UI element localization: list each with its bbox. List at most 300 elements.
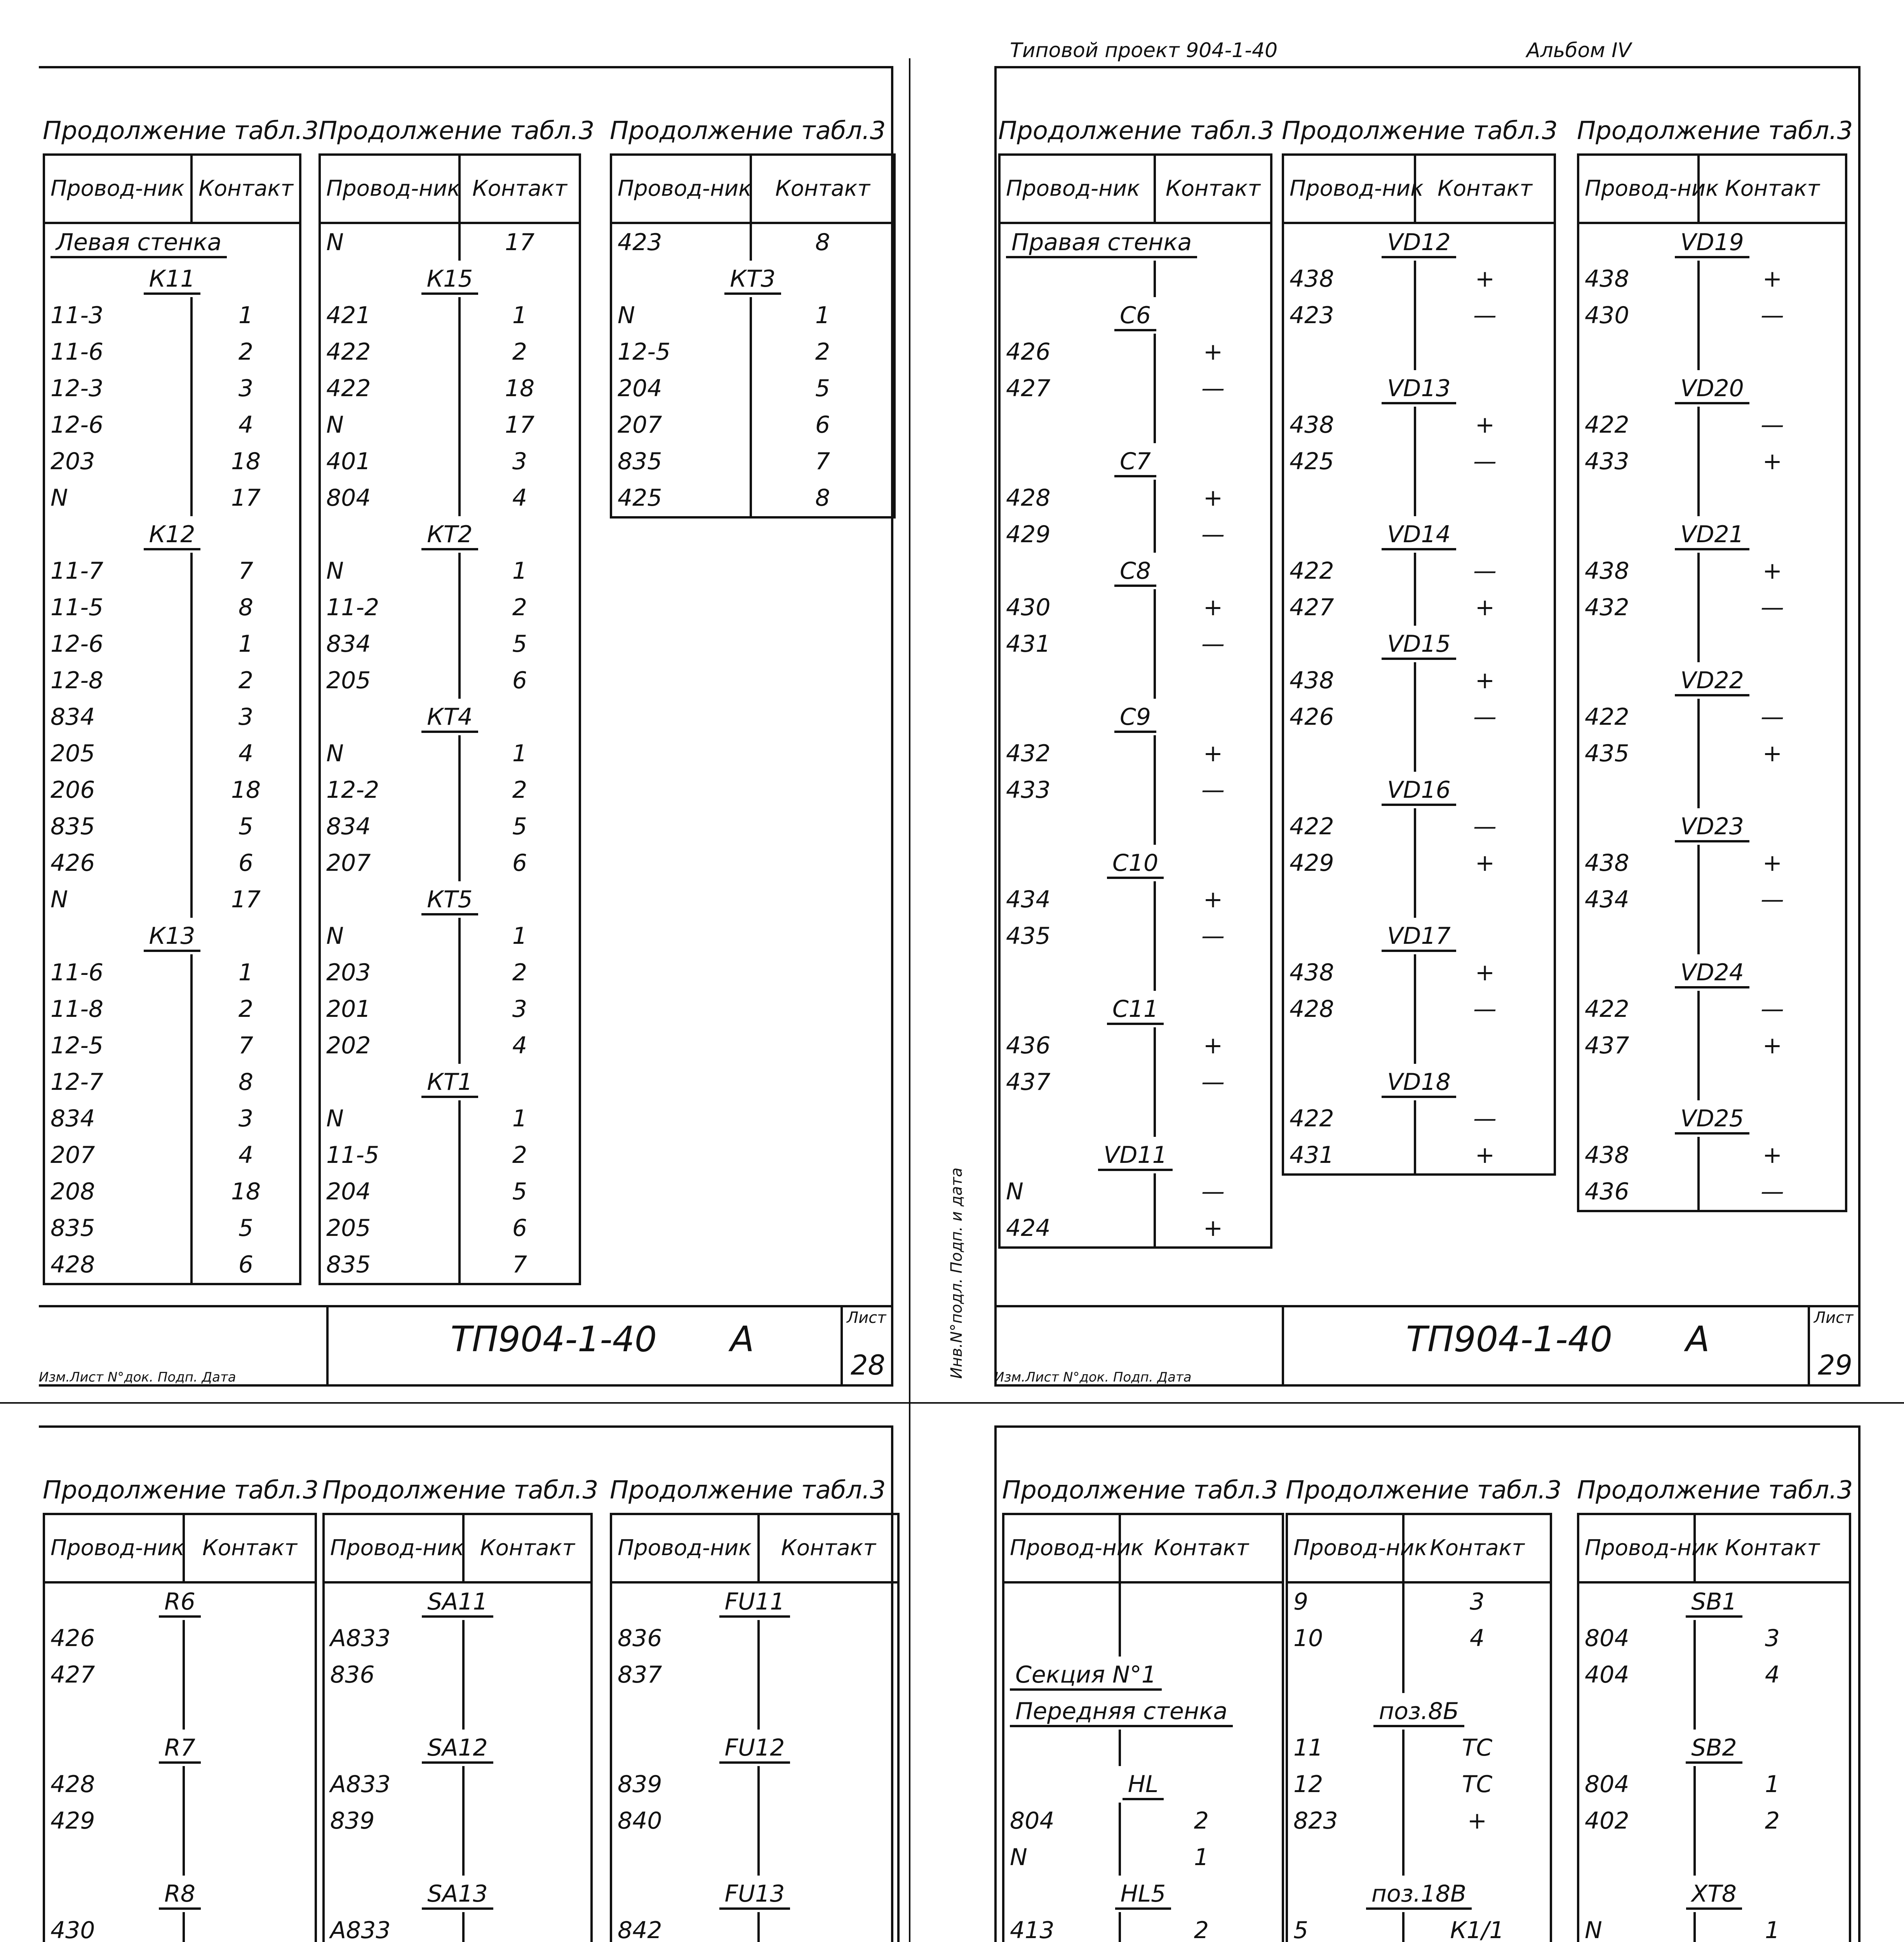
wire-cell: 432: [999, 735, 1155, 772]
table-row: [320, 480, 580, 516]
wire-cell: 12: [1287, 1766, 1403, 1803]
table-row: [1578, 1657, 1850, 1693]
section-name: С10: [1107, 849, 1164, 879]
wire-cell: 429: [44, 1803, 184, 1839]
contact-cell: [1120, 1730, 1283, 1766]
side-stamp-text: Инв.N°подл. Подп. и дата: [948, 1167, 966, 1379]
table-row: [999, 1027, 1271, 1064]
table-row: [1578, 1693, 1850, 1730]
contact-cell: +: [1699, 1027, 1846, 1064]
contact-cell: [1415, 334, 1555, 370]
table-header-row: [611, 155, 895, 223]
section-name: К12: [144, 521, 201, 550]
wire-cell: 12-5: [611, 334, 751, 370]
wire-cell: [1578, 626, 1699, 662]
wire-cell: 205: [44, 735, 191, 772]
section-title: [1287, 1693, 1551, 1730]
section-row: [999, 845, 1271, 881]
section-title: [1283, 223, 1555, 261]
wire-cell: 431: [999, 626, 1155, 662]
wire-cell: [1578, 918, 1699, 954]
wire-cell: 434: [999, 881, 1155, 918]
wire-cell: [1287, 1839, 1403, 1876]
header-wire: Провод-ник: [324, 1514, 463, 1582]
wire-cell: [1578, 772, 1699, 808]
wire-cell: 422: [1283, 1100, 1415, 1137]
revision-columns: Изм.Лист N°док. Подп. Дата: [39, 1369, 236, 1385]
section-title: [999, 991, 1271, 1027]
table-row: [999, 808, 1271, 845]
section-row: [1003, 1766, 1283, 1803]
contact-cell: ТС: [1403, 1730, 1551, 1766]
table-row: [1578, 443, 1846, 480]
wire-cell: N: [320, 1100, 459, 1137]
section-row: [999, 297, 1271, 334]
contact-cell: —: [1699, 699, 1846, 735]
contact-cell: [1155, 1100, 1271, 1137]
section-name: С9: [1114, 703, 1156, 733]
table-row: [1283, 480, 1555, 516]
contact-cell: [759, 1766, 898, 1803]
table-row: [611, 334, 895, 370]
section-title: [1578, 370, 1846, 407]
table-header-row: [1287, 1514, 1551, 1582]
section-row: [1283, 1064, 1555, 1100]
table-row: [1578, 991, 1846, 1027]
wire-cell: 430: [999, 589, 1155, 626]
table-row: [1283, 954, 1555, 991]
contact-cell: +: [1155, 735, 1271, 772]
wire-cell: 12-5: [44, 1027, 191, 1064]
wire-cell: 834: [44, 1100, 191, 1137]
wire-cell: [1578, 334, 1699, 370]
contact-cell: ТС: [1403, 1766, 1551, 1803]
table-row: [999, 370, 1271, 407]
project-header: [1010, 39, 1277, 62]
wiring-table: [1577, 1513, 1851, 1942]
table-row: [1283, 662, 1555, 699]
contact-cell: —: [1155, 918, 1271, 954]
contact-cell: +: [1699, 845, 1846, 881]
table-row: [611, 370, 895, 407]
header-wire: Провод-ник: [44, 1514, 184, 1582]
contact-cell: [1415, 1027, 1555, 1064]
wire-cell: 839: [324, 1803, 463, 1839]
table-row: [44, 589, 300, 626]
table-row: [320, 1246, 580, 1284]
contact-cell: 8: [191, 589, 300, 626]
table-header-row: [1003, 1514, 1283, 1582]
table-row: [1578, 918, 1846, 954]
wire-cell: N: [320, 407, 459, 443]
wire-cell: 436: [999, 1027, 1155, 1064]
title-block: [39, 1305, 893, 1385]
contact-cell: 4: [459, 480, 580, 516]
wire-cell: 835: [44, 1210, 191, 1246]
contact-cell: [463, 1803, 592, 1839]
contact-cell: 6: [459, 1210, 580, 1246]
table-row: [999, 1173, 1271, 1210]
wire-cell: [611, 1839, 759, 1876]
section-row: [999, 553, 1271, 589]
contact-cell: 2: [191, 334, 300, 370]
table-row: [320, 370, 580, 407]
wire-cell: 435: [999, 918, 1155, 954]
table-row: [1003, 1620, 1283, 1657]
wire-cell: [1283, 1027, 1415, 1064]
section-row: [1578, 370, 1846, 407]
section-row: [1578, 1730, 1850, 1766]
table-row: [1578, 1912, 1850, 1942]
wire-cell: 11-2: [320, 589, 459, 626]
table-row: [999, 261, 1271, 297]
wire-cell: 11: [1287, 1730, 1403, 1766]
wire-cell: 804: [1003, 1803, 1120, 1839]
table-row: [1003, 1730, 1283, 1766]
table-row: [324, 1693, 592, 1730]
section-row: [1578, 1100, 1846, 1137]
wire-cell: 11-6: [44, 334, 191, 370]
section-row: [611, 1876, 898, 1912]
table-row: [1578, 261, 1846, 297]
table-row: [320, 1210, 580, 1246]
section-name: VD21: [1675, 521, 1749, 550]
table-row: [1287, 1912, 1551, 1942]
contact-cell: [1699, 918, 1846, 954]
section-title: [999, 297, 1271, 334]
table-row: [1283, 1027, 1555, 1064]
table-row: [1578, 589, 1846, 626]
contact-cell: 2: [1120, 1912, 1283, 1942]
table-row: [999, 662, 1271, 699]
wire-cell: 424: [999, 1210, 1155, 1248]
wire-cell: N: [320, 223, 459, 261]
section-title: [1283, 626, 1555, 662]
section-title: [44, 1876, 316, 1912]
table-row: [320, 991, 580, 1027]
header-contact: Контакт: [184, 1514, 316, 1582]
table-row: [999, 954, 1271, 991]
section-title: [1283, 370, 1555, 407]
section-title: [611, 261, 895, 297]
wire-cell: 205: [320, 1210, 459, 1246]
contact-cell: [184, 1620, 316, 1657]
table-row: [320, 589, 580, 626]
wire-cell: 207: [611, 407, 751, 443]
section-name: VD25: [1675, 1105, 1749, 1135]
section-name: КТ2: [421, 521, 478, 550]
contact-cell: [184, 1839, 316, 1876]
table-row: [1578, 407, 1846, 443]
wire-cell: [1003, 1620, 1120, 1657]
section-name: VD11: [1098, 1142, 1173, 1171]
contact-cell: 3: [191, 699, 300, 735]
contact-cell: 7: [459, 1246, 580, 1284]
section-title: [1287, 1876, 1551, 1912]
contact-cell: —: [1415, 991, 1555, 1027]
wire-cell: 837: [611, 1657, 759, 1693]
header-wire: Провод-ник: [1578, 155, 1699, 223]
wire-cell: [999, 407, 1155, 443]
table-continuation-title: Продолжение табл.3: [43, 117, 319, 145]
wire-cell: 404: [1578, 1657, 1695, 1693]
table-row: [611, 297, 895, 334]
table-row: [611, 443, 895, 480]
section-row: [1283, 772, 1555, 808]
section-name: Правая стенка: [1006, 229, 1197, 258]
contact-cell: 2: [1120, 1803, 1283, 1839]
contact-cell: +: [1699, 735, 1846, 772]
section-title: [1283, 516, 1555, 553]
section-row: [44, 1876, 316, 1912]
table-row: [1287, 1803, 1551, 1839]
contact-cell: +: [1155, 334, 1271, 370]
wire-cell: 436: [1578, 1173, 1699, 1211]
contact-cell: 6: [459, 662, 580, 699]
header-wire: Провод-ник: [611, 155, 751, 223]
section-row: [324, 1730, 592, 1766]
table-row: [1578, 553, 1846, 589]
section-name: VD23: [1675, 813, 1749, 842]
section-name: FU12: [719, 1734, 790, 1764]
contact-cell: +: [1155, 1210, 1271, 1248]
section-row: [44, 1730, 316, 1766]
table-row: [320, 1027, 580, 1064]
table-row: [320, 1137, 580, 1173]
wire-cell: N: [611, 297, 751, 334]
section-row: [1578, 1582, 1850, 1620]
section-name: VD13: [1382, 375, 1456, 404]
section-title: [611, 1876, 898, 1912]
wire-cell: 840: [611, 1803, 759, 1839]
wire-cell: N: [320, 918, 459, 954]
contact-cell: 3: [191, 370, 300, 407]
wire-cell: 204: [611, 370, 751, 407]
section-title: [1578, 516, 1846, 553]
section-name: К15: [421, 265, 479, 295]
contact-cell: [759, 1657, 898, 1693]
section-name: С6: [1114, 302, 1156, 331]
header-contact: Контакт: [1403, 1514, 1551, 1582]
section-title: [44, 261, 300, 297]
contact-cell: [1695, 1693, 1850, 1730]
wire-cell: N: [1003, 1839, 1120, 1876]
contact-cell: [1699, 772, 1846, 808]
section-title: [44, 918, 300, 954]
table-row: [320, 407, 580, 443]
table-row: [611, 1912, 898, 1942]
section-name: FU11: [719, 1588, 790, 1618]
wire-cell: [999, 261, 1155, 297]
section-name: Секция N°1: [1010, 1661, 1162, 1691]
sheet-number: 29: [1818, 1349, 1853, 1381]
header-contact: Контакт: [463, 1514, 592, 1582]
section-row: [1283, 918, 1555, 954]
contact-cell: —: [1699, 881, 1846, 918]
wire-cell: [324, 1839, 463, 1876]
contact-cell: —: [1699, 1173, 1846, 1211]
table-row: [1578, 626, 1846, 662]
contact-cell: 6: [751, 407, 895, 443]
table-row: [44, 954, 300, 991]
wire-cell: 437: [999, 1064, 1155, 1100]
wire-cell: 839: [611, 1766, 759, 1803]
wire-cell: N: [320, 735, 459, 772]
wire-cell: [1283, 334, 1415, 370]
table-row: [1578, 1064, 1846, 1100]
table-row: [324, 1912, 592, 1942]
wire-cell: 438: [1578, 553, 1699, 589]
album-title: Альбом IV: [1526, 39, 1632, 62]
section-name: R6: [159, 1588, 201, 1618]
table-row: [44, 1210, 300, 1246]
section-row: [320, 881, 580, 918]
section-row: [999, 443, 1271, 480]
table-row: [320, 334, 580, 370]
wire-cell: 422: [320, 370, 459, 407]
wire-cell: 428: [44, 1246, 191, 1284]
wire-cell: 425: [1283, 443, 1415, 480]
table-row: [44, 626, 300, 662]
wiring-table: [998, 153, 1272, 1249]
section-row: [44, 261, 300, 297]
contact-cell: 8: [191, 1064, 300, 1100]
section-row: [320, 516, 580, 553]
section-title: [320, 516, 580, 553]
wire-cell: 804: [1578, 1766, 1695, 1803]
table-row: [1578, 1839, 1850, 1876]
header-wire: Провод-ник: [1003, 1514, 1120, 1582]
section-title: [44, 223, 300, 261]
contact-cell: [184, 1657, 316, 1693]
table-continuation-title: Продолжение табл.3: [1577, 117, 1853, 145]
table-row: [999, 772, 1271, 808]
table-row: [324, 1620, 592, 1657]
contact-cell: [1120, 1620, 1283, 1657]
contact-cell: —: [1699, 991, 1846, 1027]
section-title: [1578, 1582, 1850, 1620]
table-row: [44, 699, 300, 735]
wire-cell: 11-5: [320, 1137, 459, 1173]
contact-cell: 4: [191, 735, 300, 772]
table-row: [320, 297, 580, 334]
contact-cell: 6: [191, 1246, 300, 1284]
wire-cell: 11-6: [44, 954, 191, 991]
section-row: [1003, 1876, 1283, 1912]
wire-cell: N: [44, 480, 191, 516]
section-row: [44, 918, 300, 954]
wire-cell: [1578, 480, 1699, 516]
wire-cell: 203: [44, 443, 191, 480]
contact-cell: 4: [1403, 1620, 1551, 1657]
contact-cell: [463, 1620, 592, 1657]
contact-cell: [1120, 1582, 1283, 1620]
wiring-table: [43, 1513, 317, 1942]
contact-cell: 1: [191, 297, 300, 334]
wire-cell: 207: [44, 1137, 191, 1173]
table-continuation-title: Продолжение табл.3: [1286, 1476, 1562, 1505]
table-row: [320, 735, 580, 772]
section-name: VD24: [1675, 959, 1749, 988]
wire-cell: 842: [611, 1912, 759, 1942]
wire-cell: 435: [1578, 735, 1699, 772]
section-name: КТ4: [421, 703, 478, 733]
contact-cell: К1/1: [1403, 1912, 1551, 1942]
table-header-row: [1283, 155, 1555, 223]
table-row: [44, 1657, 316, 1693]
table-row: [44, 1803, 316, 1839]
section-name: VD20: [1675, 375, 1749, 404]
section-row: [999, 699, 1271, 735]
contact-cell: 1: [1120, 1839, 1283, 1876]
contact-cell: —: [1415, 1100, 1555, 1137]
section-name: HL5: [1115, 1880, 1171, 1910]
wire-cell: 834: [44, 699, 191, 735]
table-row: [44, 1246, 300, 1284]
contact-cell: —: [1415, 297, 1555, 334]
wire-cell: 401: [320, 443, 459, 480]
section-title: [320, 1064, 580, 1100]
wire-cell: 427: [1283, 589, 1415, 626]
table-continuation-title: Продолжение табл.3: [318, 117, 595, 145]
table-row: [44, 991, 300, 1027]
sheet-29-side-stamp: [948, 1168, 966, 1379]
section-row: [1003, 1657, 1283, 1693]
wire-cell: [1283, 480, 1415, 516]
table-row: [1578, 845, 1846, 881]
wire-cell: 425: [611, 480, 751, 517]
contact-cell: 3: [191, 1100, 300, 1137]
contact-cell: +: [1155, 1027, 1271, 1064]
section-title: [1578, 1100, 1846, 1137]
contact-cell: +: [1699, 1137, 1846, 1173]
wire-cell: 421: [320, 297, 459, 334]
section-title: [1578, 954, 1846, 991]
contact-cell: [1699, 1064, 1846, 1100]
contact-cell: [1155, 261, 1271, 297]
section-name: КТ3: [724, 265, 781, 295]
wiring-table: [322, 1513, 593, 1942]
section-row: [1283, 516, 1555, 553]
section-row: [999, 991, 1271, 1027]
table-row: [44, 1693, 316, 1730]
section-name: VD15: [1382, 630, 1456, 660]
table-row: [611, 407, 895, 443]
table-row: [1003, 1839, 1283, 1876]
wire-cell: 422: [1578, 407, 1699, 443]
section-name: К13: [144, 922, 201, 952]
table-row: [999, 334, 1271, 370]
contact-cell: [759, 1803, 898, 1839]
table-continuation-title: Продолжение табл.3: [1577, 1476, 1853, 1505]
contact-cell: —: [1155, 516, 1271, 553]
section-title: [999, 223, 1271, 261]
wiring-table: [43, 153, 301, 1285]
table-row: [44, 370, 300, 407]
sheet-number-box: [1808, 1307, 1860, 1385]
contact-cell: 3: [459, 443, 580, 480]
wire-cell: 208: [44, 1173, 191, 1210]
header-wire: Провод-ник: [1283, 155, 1415, 223]
contact-cell: +: [1415, 662, 1555, 699]
contact-cell: [1699, 626, 1846, 662]
table-row: [44, 1137, 300, 1173]
table-row: [1578, 699, 1846, 735]
table-continuation-title: Продолжение табл.3: [1002, 1476, 1278, 1505]
wire-cell: 834: [320, 626, 459, 662]
wire-cell: 430: [44, 1912, 184, 1942]
wire-cell: 804: [1578, 1620, 1695, 1657]
